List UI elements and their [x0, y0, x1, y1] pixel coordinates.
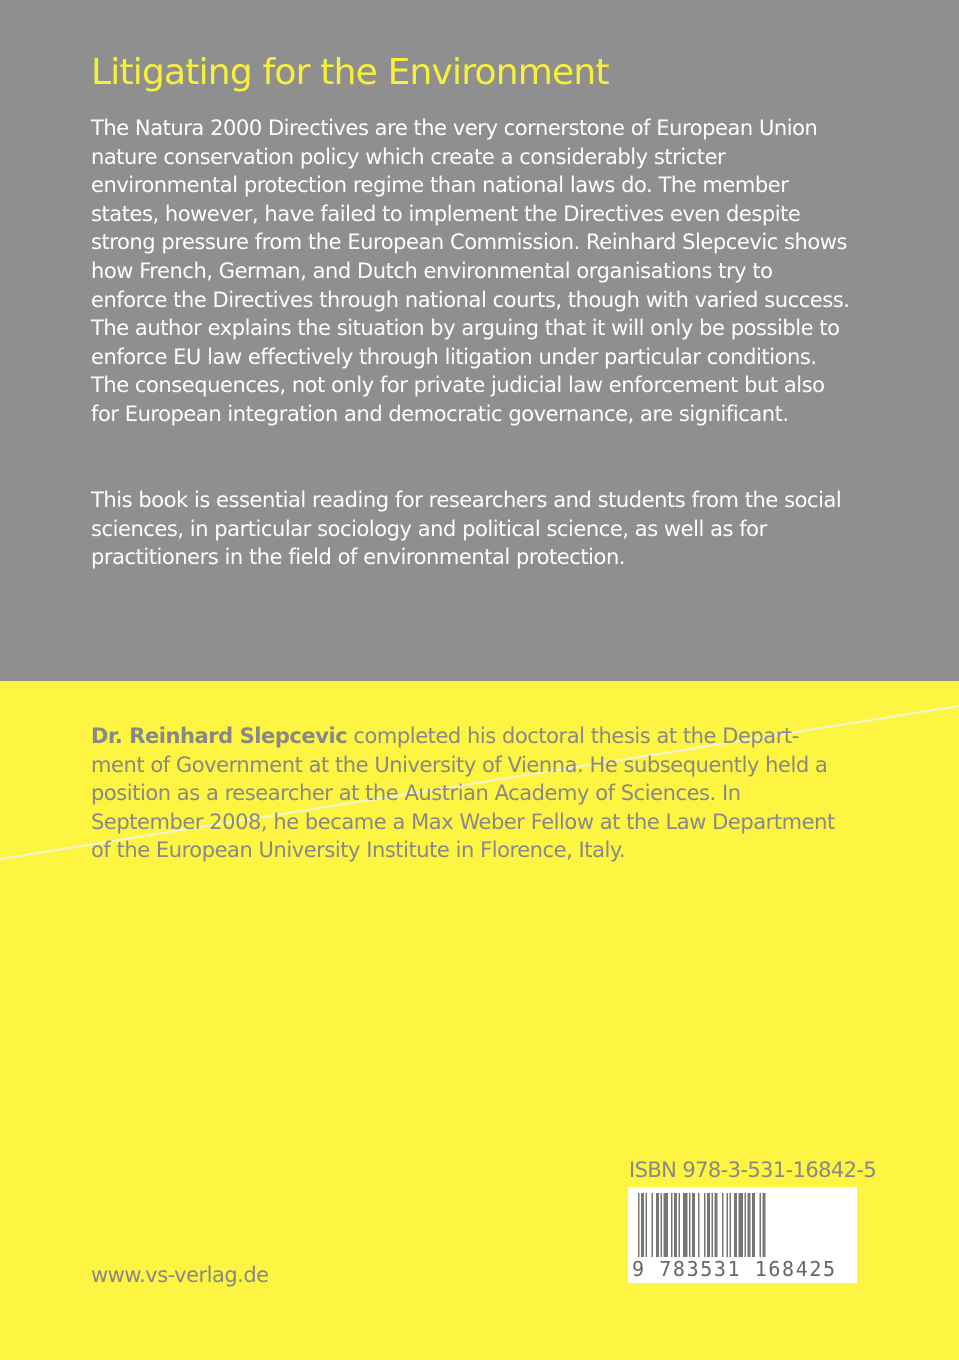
barcode-digits: 9 783531 168425: [632, 1257, 837, 1281]
isbn: ISBN 978-3-531-16842-5: [629, 1158, 877, 1182]
audience-paragraph: This book is essential reading for researchers and students from the social sciences, in particular sociology and political science, as well as for practitioners in the field of environmental protection.: [91, 488, 842, 570]
barcode: [628, 1187, 857, 1283]
description-paragraph: The Natura 2000 Directives are the very cornerstone of European Union nature conservation policy which create a considerably stricter environmental protection regime than national laws do. The member states, however, have failed to implement the Directives even despite strong pressure from the European Commission. Reinhard Slepcevic shows how French, German, and Dutch environmental organisations try to enforce the Directives through national courts, though with varied success. The author explains the situation by arguing that it will only be possible to enforce EU law effectively through litigation under particular conditions. The consequences, not only for private judicial law enforcement but also for European integration and democratic governance, are significant.: [91, 116, 850, 426]
author-bio: [91, 722, 851, 865]
publisher-website: www.vs-verlag.de: [91, 1263, 269, 1287]
book-title: Litigating for the Environment: [91, 52, 609, 93]
author-bio-text: completed his doctoral thesis at the Depart-ment of Government at the University of Vienna. He subsequently held a position as a researcher at the Austrian Academy of Sciences. In September 2008, he became a Max Weber Fellow at the Law Department of the European University Institute in Florence, Italy.: [91, 724, 835, 863]
author-name: Dr. Reinhard Slepcevic: [91, 724, 348, 748]
